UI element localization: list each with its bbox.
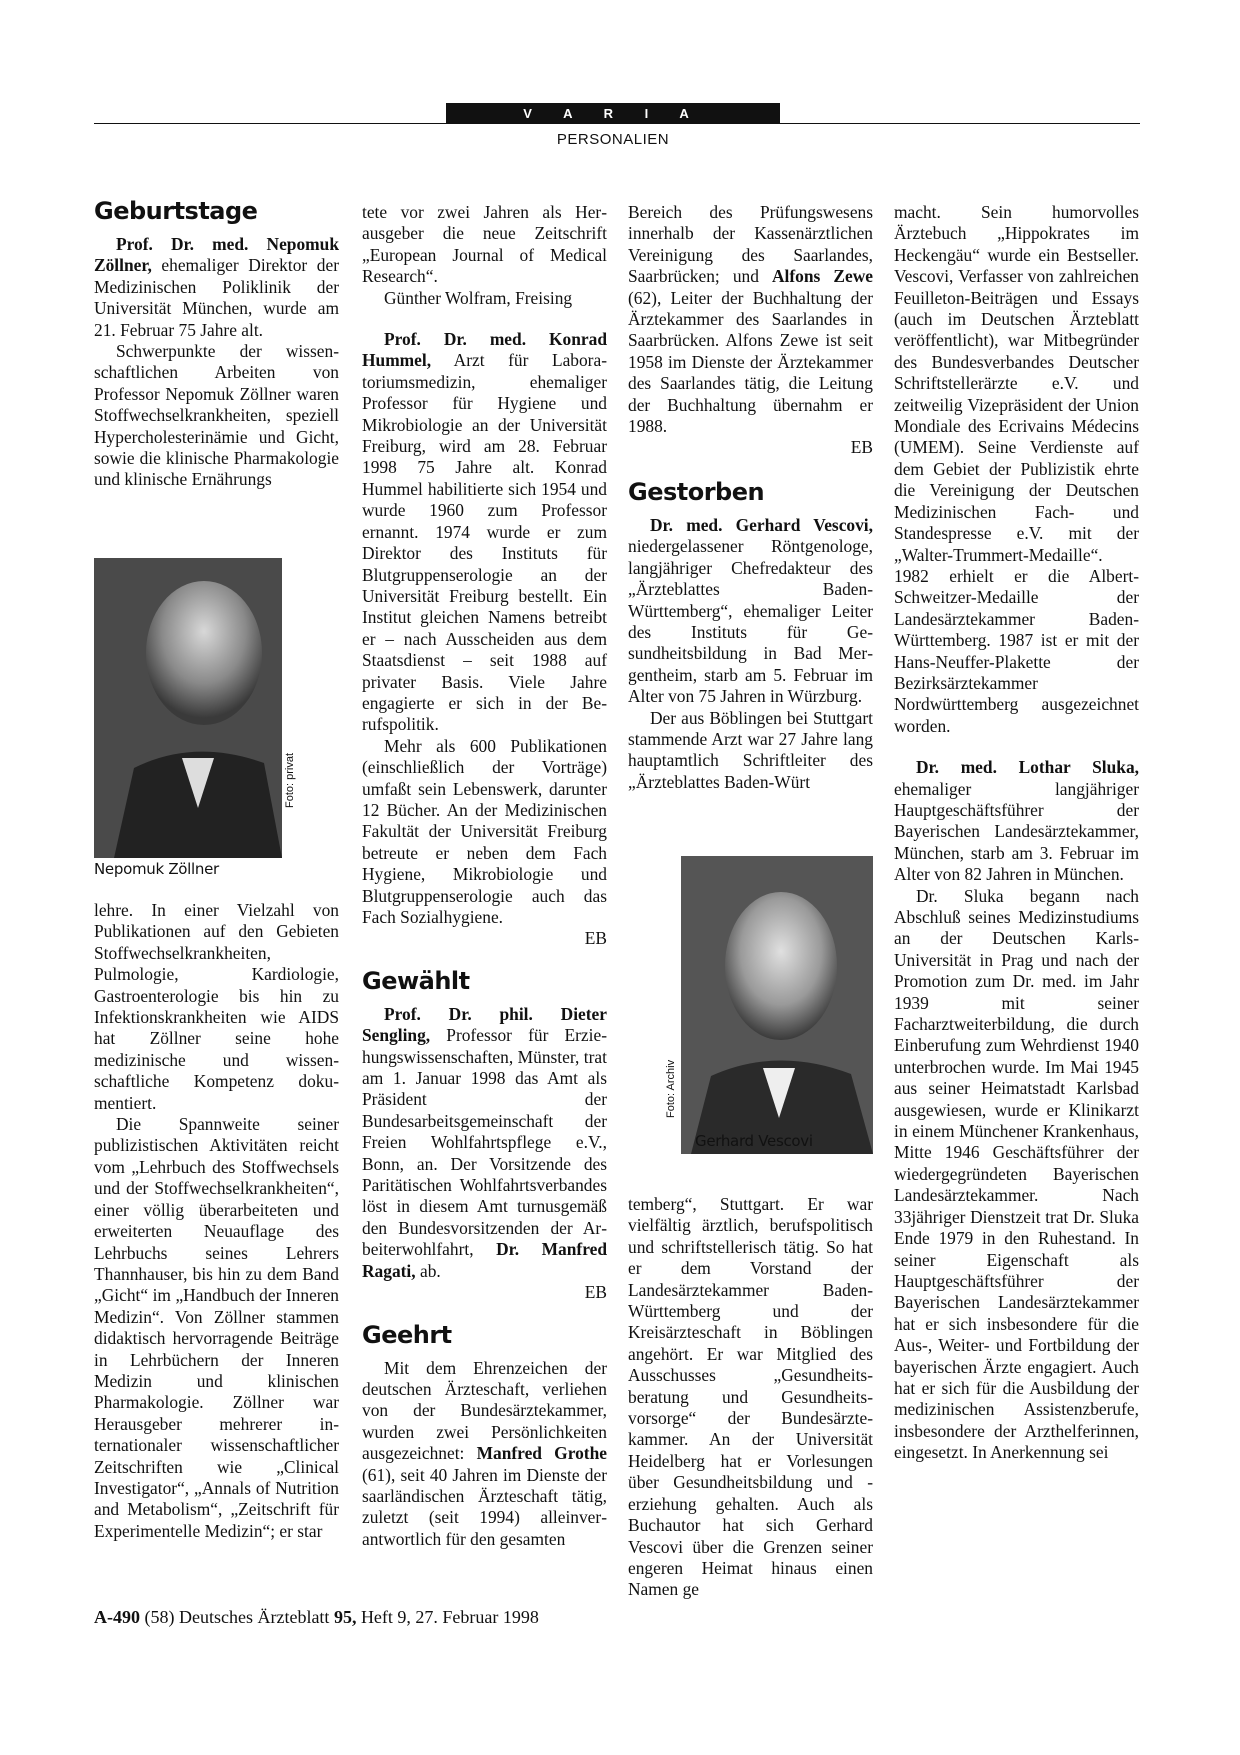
photo-credit: Foto: privat	[284, 752, 296, 808]
heading-gestorben: Gestorben	[628, 477, 765, 506]
heading-geehrt: Geehrt	[362, 1320, 452, 1349]
column-1	[94, 196, 339, 491]
column-4	[894, 202, 1139, 1464]
article-sengling: Prof. Dr. phil. Dieter Sengling, Professor für Erziehungswissenschaften, Münster, trat am 1. Januar 1998 das Amt als Präsident der Bundesarbeitsgemeinschaft der Freien Wohlfahrtspflege e.V., Bonn, an. Der Vorsitzende des Paritätischen Wohlfahrtsverbandes löst in diesem Amt turnusgemäß den Bundesvorsitzenden der Arbeiterwohlfahrt, Dr. Manfred Ragati, ab.	[362, 1003, 607, 1281]
article-vescovi: Dr. med. Gerhard Vescovi, niedergelassener Röntgenologe, langjähriger Chefredakteur des „Ärzteblattes Baden-Württemberg“, ehemaliger Leiter des Instituts für Gesundheitsbildung in Bad Mergentheim, starb am 5. Februar im Alter von 75 Jahren in Würzburg.	[628, 514, 873, 707]
photo-caption-vescovi: Gerhard Vescovi	[695, 1132, 813, 1150]
page-footer: A-490 (58) Deutsches Ärzteblatt 95, Heft 9, 27. Februar 1998	[94, 1607, 539, 1627]
subsection-label: PERSONALIEN	[556, 131, 670, 148]
article-hummel-p2: Mehr als 600 Publikationen (einschließlich der Vorträge) umfaßt sein Lebenswerk, darunter 12 Bücher. An der Medizinischen Fakultät der Universität Freiburg betreute er neben dem Fach Hygiene, Mikrobiologie und Blutgruppenserologie auch das Fach Sozialhygiene.	[362, 735, 607, 927]
column-2	[362, 202, 607, 1550]
photo-caption-zoellner: Nepomuk Zöllner	[94, 860, 219, 878]
person-name: Prof. Dr. med. Nepomuk Zöllner,	[94, 234, 339, 276]
article-zoellner-end: tete vor zwei Jahren als Herausgeber die neue Zeitschrift „European Journal of Medical Research“.	[362, 202, 607, 287]
photo-zoellner	[94, 558, 296, 858]
author-initials: EB	[584, 1282, 607, 1303]
article-vescovi-p3: temberg“, Stuttgart. Er war vielfältig ärztlich, berufspolitisch und schriftstellerisch tätig. So hat er dem Vorstand der Landesärztekammer Baden-Württemberg und der Kreisärzteschaft in Böblingen angehört. Er war Mitglied des Ausschusses „Gesundheitsberatung und Gesundheitsvorsorge“ der Bundesärztekammer. An der Universität Heidelberg hat er Vorlesungen über Gesundheitsbildung und -erziehung gehalten. Auch als Buchautor hat sich Gerhard Vescovi über die Grenzen seiner engeren Heimat hinaus einen Namen ge	[628, 1194, 873, 1600]
photo-credit: Foto: Archiv	[665, 1059, 677, 1118]
section-label: V A R I A	[446, 103, 780, 124]
column-1-cont	[94, 900, 339, 1542]
page-number: A-490	[94, 1607, 140, 1627]
article-sluka-p2: Dr. Sluka begann nach Abschluß seines Medizinstudiums an der Deutschen Karls-Universität in Prag und nach der Promotion zum Dr. med. im Jahr 1939 mit seiner Facharztweiterbildung, die durch Einberufung zum Wehrdienst 1940 unterbrochen wurde. Im Mai 1945 aus seiner Heimatstadt Karlsbad ausgewiesen, wurde er Klinikarzt in einem Münchener Krankenhaus, Mitte 1946 Geschäftsführer der wiedergegründeten Bayerischen Landesärztekammer. Nach 33jähriger Dienstzeit trat Dr. Sluka Ende 1979 in den Ruhestand. In seiner Eigenschaft als Hauptgeschäftsführer der Bayerischen Landesärztekammer hat er sich insbesondere für die Aus-, Weiter- und Fortbildung der bayerischen Ärzte engagiert. Auch hat er sich für die Ausbildung der medizinischen Assistenzberufe, insbesondere der Arzthelferinnen, eingesetzt. In Anerkennung sei	[894, 885, 1139, 1463]
article-zoellner-p2: Schwerpunkte der wissenschaftlichen Arbeiten von Professor Nepomuk Zöllner waren Stoffwechselkrankheiten, speziell Hypercholesterinämie und Gicht, sowie die klinische Pharmakologie und klinische Ernährungs	[94, 341, 339, 490]
heading-gewaehlt: Gewählt	[362, 966, 470, 995]
heading-geburtstage: Geburtstage	[94, 197, 258, 225]
article-sluka: Dr. med. Lothar Sluka, ehemaliger langjähriger Hauptgeschäftsführer der Bayerischen Landesärztekammer, München, starb am 3. Februar im Alter von 82 Jahren in München.	[894, 757, 1139, 885]
author-signature: Günther Wolfram, Freising	[384, 287, 573, 308]
article-hummel: Prof. Dr. med. Konrad Hummel, Arzt für Laboratoriumsmedizin, ehemaliger Professor für Hygiene und Mikrobiologie an der Universität Freiburg, wird am 28. Februar 1998 75 Jahre alt. Konrad Hummel habilitierte sich 1954 und wurde 1960 zum Professor ernannt. 1974 wurde er zum Direktor des Instituts für Blutgruppenserologie an der Universität Freiburg bestellt. Ein Institut gleichen Namens betreibt er – nach Ausscheiden aus dem Staatsdienst – seit 1988 auf privater Basis. Viele Jahre engagierte er sich in der Berufspolitik.	[362, 329, 607, 735]
photo-vescovi	[665, 856, 873, 1154]
author-initials: EB	[584, 928, 607, 949]
author-initials: EB	[850, 437, 873, 458]
column-3-cont	[628, 1194, 873, 1601]
article-zewe: Bereich des Prüfungswesens innerhalb der Kassenärztlichen Vereinigung des Saarlandes, Saarbrücken; und Alfons Zewe (62), Leiter der Buchhaltung der Ärztekammer des Saarlandes in Saarbrücken. Alfons Zewe ist seit 1958 im Dienste der Ärztekammer des Saarlandes tätig, die Leitung der Buchhaltung übernahm er 1988.	[628, 202, 873, 437]
article-vescovi-p2: Der aus Böblingen bei Stuttgart stammende Arzt war 27 Jahre lang hauptamtlich Schriftleiter des „Ärzteblattes Baden-Würt	[628, 707, 873, 792]
column-3	[628, 202, 873, 793]
article-grothe: Mit dem Ehrenzeichen der deutschen Ärzteschaft, verliehen von der Bundesärztekammer, wurden zwei Persönlichkeiten ausgezeichnet: Manfred Grothe (61), seit 40 Jahren im Dienste der saarländischen Ärzteschaft tätig, zuletzt (seit 1994) alleinverantwortlich für den gesamten	[362, 1357, 607, 1549]
article-zoellner-p4: Die Spannweite seiner publizistischen Aktivitäten reicht vom „Lehrbuch des Stoffwechsels und der Stoffwechselkrankheiten“, einer völlig überarbeiteten und erweiterten Neuauflage des Lehrbuchs seines Lehrers Thannhauser, bis hin zu dem Band „Gicht“ im „Handbuch der Inneren Medizin“. Von Zöllner stammen didaktisch hervorragende Beiträge in Lehrbüchern der Inneren Medizin und klinischen Pharmakologie. Zöllner war Herausgeber mehrerer internationaler wissenschaftlicher Zeitschriften wie „Clinical Investigator“, „Annals of Nutrition and Metabolism“, „Zeitschrift für Experimentelle Medizin“; er star	[94, 1114, 339, 1541]
article-zoellner-intro: Prof. Dr. med. Nepomuk Zöllner, ehemaliger Direktor der Medizinischen Poliklinik der Universität München, wurde am 21. Februar 75 Jahre alt.	[94, 234, 339, 340]
article-zoellner-p3: lehre. In einer Vielzahl von Publikationen auf den Gebieten Stoffwechselkrankheiten, Pulmologie, Kardiologie, Gastroenterologie bis hin zu Infektionskrankheiten wie AIDS hat Zöllner seine hohe medizinische und wissenschaftliche Kompetenz dokumentiert.	[94, 900, 339, 1113]
article-vescovi-end: macht. Sein humorvolles Ärztebuch „Hippokrates im Heckengäu“ wurde ein Bestseller. Vescovi, Verfasser von zahlreichen Feuilleton-Beiträgen und Essays (auch im Deutschen Ärzteblatt veröffentlicht), war Mitbegründer des Bundesverbandes Deutscher Schriftstellerärzte e.V. und zeitweilig Vizepräsident der Union Mondiale des Ecrivains Médecins (UMEM). Seine Verdienste auf dem Gebiet der Publizistik ehrte die Vereinigung der Deutschen Medizinischen Fach- und Standespresse e.V. mit der „Walter-Trummert-Medaille“. 1982 erhielt er die Albert-Schweitzer-Medaille der Landesärztekammer Baden-Württemberg. 1987 ist er mit der Hans-Neuffer-Plakette der Bezirksärztekammer Nordwürttemberg ausgezeichnet worden.	[894, 202, 1139, 736]
